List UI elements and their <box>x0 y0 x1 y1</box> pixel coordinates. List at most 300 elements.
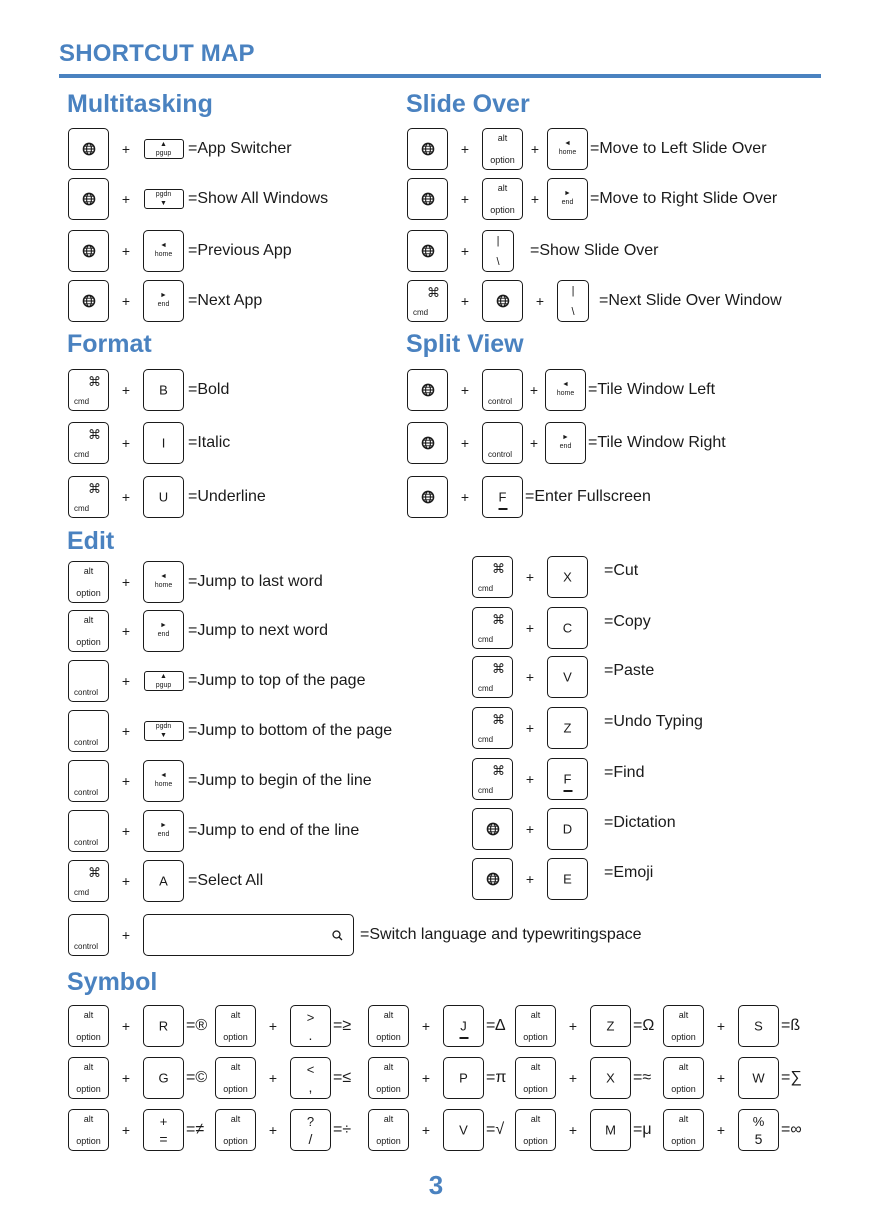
key-label: B <box>159 382 168 398</box>
home-key <box>545 369 586 411</box>
key-label: cmd <box>478 684 494 693</box>
key-label: D <box>562 821 573 837</box>
option-key <box>368 1005 409 1047</box>
globe-icon <box>82 193 95 206</box>
shortcut-cut <box>472 555 638 599</box>
shortcut-jump-last-word <box>68 560 323 604</box>
symbol-label: =μ <box>633 1121 652 1138</box>
shortcut-paste <box>472 655 654 699</box>
globe-icon <box>82 245 95 258</box>
letter-key <box>290 1005 331 1047</box>
key-label: F <box>498 489 507 505</box>
letter-key <box>547 758 588 800</box>
cmd-icon: ⌘ <box>492 712 505 727</box>
cmd-icon: ⌘ <box>492 561 505 576</box>
shortcut-label: =Italic <box>188 434 231 451</box>
search-icon <box>332 930 343 941</box>
cmd-key <box>407 280 448 322</box>
end-key <box>547 178 588 220</box>
plus-sign: + <box>535 293 545 309</box>
cmd-key <box>68 422 109 464</box>
cmd-icon: ⌘ <box>492 763 505 778</box>
plus-sign: + <box>121 1122 131 1138</box>
globe-key <box>68 178 109 220</box>
plus-sign: + <box>525 871 535 887</box>
option-key <box>68 1005 109 1047</box>
option-key <box>215 1057 256 1099</box>
pgup-key <box>143 128 184 170</box>
letter-key <box>547 607 588 649</box>
home-key <box>143 561 184 603</box>
page-number: 3 <box>428 1170 444 1200</box>
letter-key <box>443 1005 484 1047</box>
pgdn-key <box>143 710 184 752</box>
option-key <box>515 1109 556 1151</box>
home-bump <box>498 508 507 510</box>
symbol-shortcut <box>663 1108 802 1152</box>
letter-key <box>738 1005 779 1047</box>
shortcut-jump-next-word <box>68 609 328 653</box>
key-label: alt <box>678 1062 689 1072</box>
option-key <box>663 1005 704 1047</box>
right-arrow-icon: ► <box>160 822 167 829</box>
plus-sign: + <box>121 489 131 505</box>
key-label: option <box>490 205 515 215</box>
cmd-key <box>472 707 513 749</box>
key-label: option <box>671 1032 696 1042</box>
key-label: option <box>76 1136 101 1146</box>
key-label: . <box>308 1027 313 1043</box>
key-label: control <box>74 688 99 697</box>
symbol-label: =π <box>486 1069 507 1086</box>
key-label: alt <box>530 1062 541 1072</box>
shortcut-label: =Select All <box>188 872 264 889</box>
key-label: home <box>154 582 173 589</box>
letter-key <box>290 1057 331 1099</box>
shortcut-emoji <box>472 857 653 901</box>
globe-icon <box>486 873 499 886</box>
key-label: cmd <box>74 504 90 513</box>
globe-key <box>68 128 109 170</box>
symbol-shortcut <box>515 1108 652 1152</box>
letter-key <box>547 808 588 850</box>
key-label: alt <box>83 566 94 576</box>
shortcut-label: =Jump to top of the page <box>188 672 366 689</box>
key-label: ? <box>306 1114 315 1129</box>
key-label: U <box>158 489 169 505</box>
shortcut-label: =Tile Window Right <box>588 434 726 451</box>
shortcut-label: =Emoji <box>604 864 654 881</box>
plus-sign: + <box>525 620 535 636</box>
shortcut-label: =Find <box>604 764 645 781</box>
symbol-shortcut <box>68 1056 207 1100</box>
globe-icon <box>421 437 434 450</box>
option-key <box>68 561 109 603</box>
shortcut-jump-bottom-page <box>68 709 392 753</box>
key-label: R <box>158 1018 169 1034</box>
key-label: alt <box>230 1062 241 1072</box>
space-key <box>143 914 354 956</box>
letter-key <box>143 1057 184 1099</box>
page-title: SHORTCUT MAP <box>59 40 255 67</box>
key-label: control <box>488 450 513 459</box>
plus-sign: + <box>530 191 540 207</box>
end-key <box>545 422 586 464</box>
shortcut-label: =Enter Fullscreen <box>525 488 651 505</box>
plus-sign: + <box>121 243 131 259</box>
key-label: option <box>523 1136 548 1146</box>
globe-key <box>407 422 448 464</box>
plus-sign: + <box>121 673 131 689</box>
key-label: cmd <box>478 635 494 644</box>
key-label: cmd <box>74 450 90 459</box>
plus-sign: + <box>121 293 131 309</box>
key-label: control <box>74 788 99 797</box>
globe-key <box>407 369 448 411</box>
end-key <box>143 610 184 652</box>
key-label: option <box>76 1032 101 1042</box>
left-arrow-icon: ◄ <box>564 140 571 147</box>
shortcut-copy <box>472 606 651 650</box>
cmd-key <box>472 607 513 649</box>
key-label: Z <box>606 1018 615 1034</box>
section-edit: Edit <box>67 527 115 555</box>
plus-sign: + <box>121 723 131 739</box>
plus-sign: + <box>268 1122 278 1138</box>
option-key <box>215 1109 256 1151</box>
option-key <box>215 1005 256 1047</box>
plus-sign: + <box>268 1070 278 1086</box>
key-label: \ <box>496 256 500 268</box>
key-label: pgdn <box>155 191 172 198</box>
control-key <box>68 710 109 752</box>
key-label: alt <box>497 183 508 193</box>
section-multitasking: Multitasking <box>67 90 213 118</box>
key-label: = <box>159 1131 168 1147</box>
shortcut-undo <box>472 706 703 750</box>
shortcut-label: =Switch language and typewritingspace <box>360 926 642 943</box>
symbol-shortcut <box>515 1004 654 1048</box>
key-label: control <box>488 397 513 406</box>
shortcut-jump-begin-line <box>68 759 372 803</box>
key-label: W <box>752 1070 765 1086</box>
letter-key <box>590 1057 631 1099</box>
key-label: \ <box>571 306 575 318</box>
key-label: option <box>376 1084 401 1094</box>
symbol-label: =∑ <box>781 1069 802 1086</box>
shortcut-show-all-windows <box>68 177 328 221</box>
plus-sign: + <box>716 1122 726 1138</box>
plus-sign: + <box>525 771 535 787</box>
plus-sign: + <box>460 141 470 157</box>
symbol-label: =√ <box>486 1121 505 1138</box>
key-label: control <box>74 838 99 847</box>
option-key <box>663 1109 704 1151</box>
symbol-shortcut <box>215 1056 351 1100</box>
key-label: 5 <box>754 1131 763 1147</box>
section-split-view: Split View <box>406 330 524 358</box>
key-label: alt <box>383 1062 394 1072</box>
left-arrow-icon: ◄ <box>160 242 167 249</box>
control-key <box>68 810 109 852</box>
option-key <box>368 1057 409 1099</box>
section-format: Format <box>67 330 152 358</box>
plus-sign: + <box>421 1122 431 1138</box>
shortcut-label: =Jump to bottom of the page <box>188 722 393 739</box>
key-label: alt <box>83 1062 94 1072</box>
symbol-label: =© <box>186 1069 208 1086</box>
symbol-label: =∆ <box>486 1017 506 1034</box>
shortcut-jump-end-line <box>68 809 359 853</box>
symbol-shortcut <box>215 1108 351 1152</box>
symbol-label: =≈ <box>633 1069 652 1086</box>
key-label: pgup <box>155 150 172 157</box>
key-label: option <box>376 1032 401 1042</box>
shortcut-italic <box>68 421 230 465</box>
plus-sign: + <box>121 1070 131 1086</box>
shortcut-find <box>472 757 644 801</box>
cmd-icon: ⌘ <box>88 481 101 496</box>
cmd-icon: ⌘ <box>88 427 101 442</box>
shortcut-show-slide-over <box>407 229 659 273</box>
key-label: alt <box>230 1114 241 1124</box>
shortcut-tile-window-left <box>407 368 715 412</box>
title-rule <box>59 74 821 78</box>
option-key <box>68 1109 109 1151</box>
key-label: M <box>605 1122 616 1138</box>
shortcut-label: =Next App <box>188 292 263 309</box>
shortcut-label: =Copy <box>604 613 651 630</box>
shortcut-label: =Show Slide Over <box>530 242 659 259</box>
globe-key <box>482 280 523 322</box>
key-label: alt <box>530 1114 541 1124</box>
key-label: end <box>157 831 170 838</box>
key-label: control <box>74 738 99 747</box>
globe-icon <box>82 295 95 308</box>
plus-sign: + <box>460 489 470 505</box>
key-label: C <box>562 620 573 636</box>
plus-sign: + <box>421 1018 431 1034</box>
letter-key <box>143 369 184 411</box>
plus-sign: + <box>530 141 540 157</box>
symbol-label: =≠ <box>186 1121 205 1138</box>
key-label: option <box>523 1084 548 1094</box>
option-key <box>515 1057 556 1099</box>
right-arrow-icon: ► <box>562 434 569 441</box>
shortcut-previous-app <box>68 229 292 273</box>
plus-sign: + <box>529 435 539 451</box>
symbol-shortcut <box>68 1004 207 1048</box>
letter-key <box>482 476 523 518</box>
shortcut-tile-window-right <box>407 421 726 465</box>
letter-key <box>443 1057 484 1099</box>
key-label: option <box>490 155 515 165</box>
left-arrow-icon: ◄ <box>160 772 167 779</box>
key-label: end <box>561 199 574 206</box>
up-arrow-icon: ▲ <box>160 673 167 680</box>
option-key <box>68 1057 109 1099</box>
cmd-key <box>68 476 109 518</box>
key-label: X <box>563 569 572 585</box>
key-label: / <box>308 1131 313 1147</box>
plus-sign: + <box>525 669 535 685</box>
symbol-shortcut <box>515 1056 651 1100</box>
globe-key <box>407 178 448 220</box>
cmd-icon: ⌘ <box>492 661 505 676</box>
option-key <box>68 610 109 652</box>
shortcut-label: =Move to Right Slide Over <box>590 190 778 207</box>
key-label: pgup <box>155 682 172 689</box>
symbol-shortcut <box>215 1004 351 1048</box>
shortcut-switch-language <box>68 913 642 957</box>
letter-key <box>738 1109 779 1151</box>
plus-sign: + <box>121 435 131 451</box>
down-arrow-icon: ▼ <box>160 200 167 207</box>
globe-icon <box>496 295 509 308</box>
key-label: home <box>558 149 577 156</box>
plus-sign: + <box>121 191 131 207</box>
key-label: J <box>460 1018 467 1034</box>
symbol-label: =÷ <box>333 1121 352 1138</box>
key-label: alt <box>678 1114 689 1124</box>
symbol-label: =Ω <box>633 1017 655 1034</box>
shortcut-label: =Jump to next word <box>188 622 329 639</box>
key-label: | <box>571 285 575 297</box>
end-key <box>143 280 184 322</box>
cmd-key <box>472 758 513 800</box>
key-label: alt <box>83 615 94 625</box>
letter-key <box>738 1057 779 1099</box>
shortcut-move-right-slide-over <box>407 177 777 221</box>
plus-sign: + <box>121 141 131 157</box>
right-arrow-icon: ► <box>564 190 571 197</box>
symbol-label: =≥ <box>333 1017 352 1034</box>
shortcut-label: =Underline <box>188 488 266 505</box>
home-key <box>143 760 184 802</box>
shortcut-enter-fullscreen <box>407 475 651 519</box>
cmd-key <box>68 369 109 411</box>
key-label: option <box>223 1084 248 1094</box>
home-bump <box>459 1037 468 1039</box>
plus-sign: + <box>121 382 131 398</box>
key-label: cmd <box>478 735 494 744</box>
letter-key <box>143 476 184 518</box>
plus-sign: + <box>121 927 131 943</box>
key-label: alt <box>530 1010 541 1020</box>
shortcut-label: =Paste <box>604 662 655 679</box>
key-label: end <box>157 631 170 638</box>
plus-sign: + <box>460 293 470 309</box>
control-key <box>68 914 109 956</box>
symbol-label: =® <box>186 1017 208 1034</box>
key-label: option <box>223 1136 248 1146</box>
globe-key <box>407 128 448 170</box>
cmd-key <box>472 556 513 598</box>
shortcut-jump-top-page <box>68 659 365 703</box>
letter-key <box>143 422 184 464</box>
shortcut-next-app <box>68 279 262 323</box>
shortcut-app-switcher <box>68 127 292 171</box>
symbol-shortcut <box>663 1056 802 1100</box>
up-arrow-icon: ▲ <box>160 141 167 148</box>
key-label: alt <box>383 1010 394 1020</box>
key-label: option <box>376 1136 401 1146</box>
symbol-shortcut <box>663 1004 800 1048</box>
letter-key <box>590 1109 631 1151</box>
key-label: I <box>161 435 166 451</box>
section-symbol: Symbol <box>67 968 158 996</box>
globe-icon <box>421 491 434 504</box>
key-label: alt <box>383 1114 394 1124</box>
key-label: V <box>563 669 572 685</box>
cmd-icon: ⌘ <box>427 285 440 300</box>
shortcut-label: =Bold <box>188 381 230 398</box>
cmd-icon: ⌘ <box>88 374 101 389</box>
key-label: alt <box>83 1114 94 1124</box>
symbol-label: =∞ <box>781 1121 802 1138</box>
plus-sign: + <box>121 623 131 639</box>
shortcut-underline <box>68 475 266 519</box>
plus-sign: + <box>568 1018 578 1034</box>
symbol-shortcut <box>368 1108 504 1152</box>
letter-key <box>143 1005 184 1047</box>
key-label: end <box>157 301 170 308</box>
key-label: alt <box>230 1010 241 1020</box>
key-label: option <box>671 1136 696 1146</box>
plus-sign: + <box>716 1018 726 1034</box>
symbol-shortcut <box>68 1108 204 1152</box>
shortcut-label: =Show All Windows <box>188 190 329 207</box>
plus-sign: + <box>568 1122 578 1138</box>
shortcut-label: =Cut <box>604 562 639 579</box>
shortcut-select-all <box>68 859 263 903</box>
option-key <box>515 1005 556 1047</box>
control-key <box>482 422 523 464</box>
key-label: % <box>752 1114 765 1129</box>
key-label: cmd <box>74 888 90 897</box>
plus-sign: + <box>121 574 131 590</box>
key-label: F <box>563 771 572 787</box>
key-label: option <box>523 1032 548 1042</box>
key-label: control <box>74 942 99 951</box>
key-label: option <box>76 637 101 647</box>
letter-key <box>547 656 588 698</box>
section-slide-over: Slide Over <box>406 90 530 118</box>
plus-sign: + <box>421 1070 431 1086</box>
plus-sign: + <box>121 773 131 789</box>
key-label: + <box>159 1114 168 1129</box>
key-label: home <box>154 251 173 258</box>
right-arrow-icon: ► <box>160 622 167 629</box>
key-label: X <box>606 1070 615 1086</box>
globe-icon <box>82 143 95 156</box>
letter-key <box>290 1109 331 1151</box>
globe-icon <box>421 193 434 206</box>
key-label: pgdn <box>155 723 172 730</box>
shortcut-dictation <box>472 807 676 851</box>
globe-icon <box>421 384 434 397</box>
backslash-key <box>482 230 514 272</box>
letter-key <box>143 1109 184 1151</box>
letter-key <box>590 1005 631 1047</box>
key-label: option <box>76 588 101 598</box>
plus-sign: + <box>460 435 470 451</box>
globe-key <box>68 230 109 272</box>
plus-sign: + <box>525 720 535 736</box>
control-key <box>68 760 109 802</box>
cmd-key <box>472 656 513 698</box>
letter-key <box>443 1109 484 1151</box>
